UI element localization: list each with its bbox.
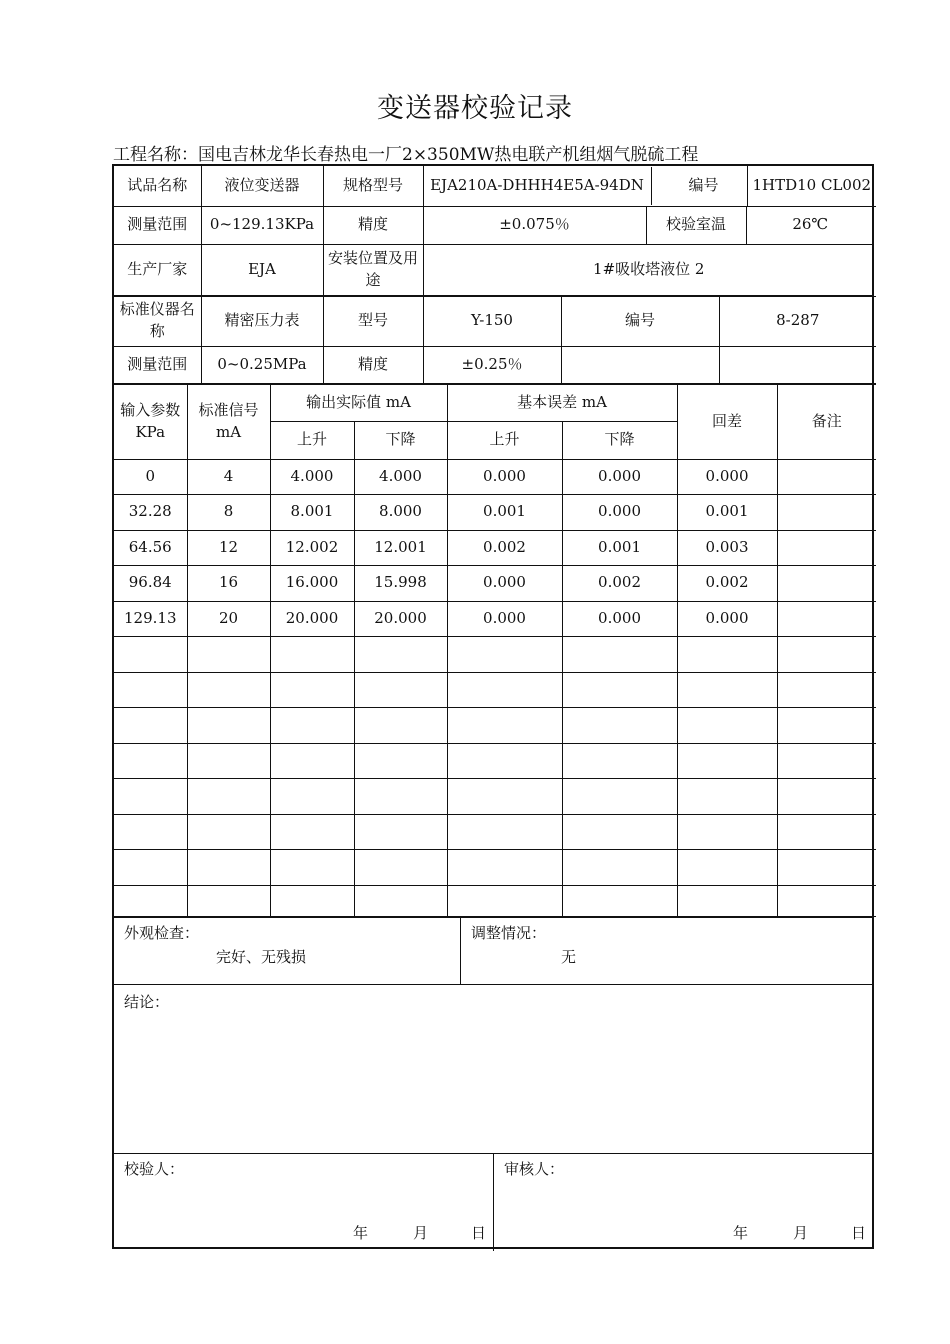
table-cell xyxy=(777,637,876,673)
room-temp-value: 26℃ xyxy=(746,206,874,244)
table-cell: 0 xyxy=(114,459,187,495)
table-cell: 0.001 xyxy=(677,495,777,531)
table-cell xyxy=(114,814,187,850)
table-cell xyxy=(270,779,354,815)
table-cell xyxy=(114,743,187,779)
adjustment-label: 调整情况： xyxy=(471,923,547,942)
table-row xyxy=(114,743,876,779)
col-header-input: 输入参数 KPa xyxy=(114,384,187,459)
appearance-label: 外观检查： xyxy=(124,923,200,942)
table-cell xyxy=(677,779,777,815)
table-cell: 16 xyxy=(187,566,270,602)
month-label: 月 xyxy=(793,1223,809,1242)
table-cell: 8.000 xyxy=(354,495,447,531)
day-label: 日 xyxy=(851,1223,867,1242)
maker-label: 生产厂家 xyxy=(114,244,201,295)
sub-header-up: 上升 xyxy=(270,421,354,459)
table-cell: 32.28 xyxy=(114,495,187,531)
table-cell xyxy=(562,850,677,886)
table-cell: 0.000 xyxy=(447,566,562,602)
location-value: 1#吸收塔液位 2 xyxy=(423,244,874,295)
year-label: 年 xyxy=(733,1223,749,1242)
table-cell: 12 xyxy=(187,530,270,566)
col-header-output: 输出实际值 mA xyxy=(270,384,447,421)
range-value: 0~129.13KPa xyxy=(201,206,323,244)
table-cell xyxy=(677,672,777,708)
table-cell xyxy=(777,672,876,708)
table-cell xyxy=(354,779,447,815)
std-instrument-label: 标准仪器名称 xyxy=(114,296,201,346)
accuracy-label: 精度 xyxy=(323,206,423,244)
table-cell: 16.000 xyxy=(270,566,354,602)
table-row xyxy=(114,566,876,602)
table-cell: 15.998 xyxy=(354,566,447,602)
adjustment-box xyxy=(461,918,874,984)
std-range-value: 0~0.25MPa xyxy=(201,346,323,383)
table-cell xyxy=(777,708,876,744)
col-header-error: 基本误差 mA xyxy=(447,384,677,421)
std-range-label: 测量范围 xyxy=(114,346,201,383)
table-cell xyxy=(354,672,447,708)
sub-header-down: 下降 xyxy=(354,421,447,459)
std-accuracy-value: ±0.25％ xyxy=(423,346,561,383)
table-row xyxy=(114,530,876,566)
table-cell xyxy=(187,637,270,673)
table-cell: 12.002 xyxy=(270,530,354,566)
table-cell xyxy=(187,779,270,815)
table-cell xyxy=(777,530,876,566)
spec-label: 规格型号 xyxy=(323,166,423,206)
table-cell: 8 xyxy=(187,495,270,531)
table-row xyxy=(114,637,876,673)
item-name-value: 液位变送器 xyxy=(201,166,323,206)
table-row xyxy=(114,814,876,850)
check-section xyxy=(114,917,872,984)
table-cell xyxy=(114,779,187,815)
sub-header-down: 下降 xyxy=(562,421,677,459)
maker-value: EJA xyxy=(201,244,323,295)
table-row xyxy=(114,885,876,916)
conclusion-section xyxy=(114,984,872,1153)
model-value: Y-150 xyxy=(423,296,561,346)
table-cell xyxy=(777,459,876,495)
table-cell xyxy=(777,495,876,531)
year-label: 年 xyxy=(353,1223,369,1242)
table-cell: 0.000 xyxy=(562,459,677,495)
table-cell xyxy=(777,601,876,637)
header-table-2 xyxy=(114,206,874,296)
table-cell: 20 xyxy=(187,601,270,637)
table-row xyxy=(114,459,876,495)
table-cell: 0.001 xyxy=(447,495,562,531)
inspector-label: 校验人： xyxy=(124,1159,185,1178)
header-table xyxy=(114,166,876,207)
empty-cell xyxy=(719,346,876,383)
table-cell: 0.003 xyxy=(677,530,777,566)
table-row xyxy=(114,779,876,815)
table-cell xyxy=(562,743,677,779)
col-header-hysteresis: 回差 xyxy=(677,384,777,459)
table-cell xyxy=(777,779,876,815)
sub-header-up: 上升 xyxy=(447,421,562,459)
table-cell xyxy=(187,850,270,886)
table-cell: 0.000 xyxy=(677,459,777,495)
table-cell xyxy=(562,779,677,815)
table-cell: 0.000 xyxy=(447,459,562,495)
table-cell xyxy=(447,779,562,815)
table-cell: 0.000 xyxy=(677,601,777,637)
reviewer-label: 审核人： xyxy=(504,1159,565,1178)
table-cell xyxy=(447,637,562,673)
table-cell xyxy=(270,637,354,673)
header-row-3 xyxy=(114,244,874,295)
serial-value: 1HTD10 CL002 xyxy=(747,166,876,206)
table-cell xyxy=(114,672,187,708)
table-cell xyxy=(447,743,562,779)
table-cell xyxy=(270,814,354,850)
table-cell xyxy=(270,885,354,916)
signature-section xyxy=(114,1153,872,1251)
spec-value: EJA210A-DHHH4E5A-94DN xyxy=(430,175,644,194)
day-label: 日 xyxy=(471,1223,487,1242)
table-cell: 8.001 xyxy=(270,495,354,531)
table-cell xyxy=(447,814,562,850)
table-cell xyxy=(187,885,270,916)
table-cell xyxy=(354,850,447,886)
table-cell xyxy=(447,708,562,744)
table-cell xyxy=(270,850,354,886)
table-cell xyxy=(187,672,270,708)
table-cell: 20.000 xyxy=(354,601,447,637)
record-sheet xyxy=(112,164,874,1249)
table-cell xyxy=(777,743,876,779)
table-cell xyxy=(114,850,187,886)
col-header-std-signal: 标准信号 mA xyxy=(187,384,270,459)
table-cell xyxy=(562,885,677,916)
table-cell xyxy=(777,566,876,602)
item-name-label: 试品名称 xyxy=(114,166,201,206)
table-cell xyxy=(677,850,777,886)
table-cell: 0.002 xyxy=(677,566,777,602)
table-cell xyxy=(354,708,447,744)
table-cell: 96.84 xyxy=(114,566,187,602)
accuracy-value: ±0.075％ xyxy=(423,206,646,244)
empty-cell xyxy=(561,346,719,383)
range-label: 测量范围 xyxy=(114,206,201,244)
std-instrument-value: 精密压力表 xyxy=(201,296,323,346)
table-cell: 4.000 xyxy=(270,459,354,495)
table-cell: 0.000 xyxy=(562,495,677,531)
table-cell: 0.002 xyxy=(447,530,562,566)
table-cell xyxy=(187,708,270,744)
table-cell xyxy=(777,814,876,850)
table-cell: 0.000 xyxy=(562,601,677,637)
table-cell xyxy=(677,885,777,916)
standard-table xyxy=(114,296,876,384)
room-temp-label: 校验室温 xyxy=(646,206,746,244)
table-cell xyxy=(270,708,354,744)
page-title: 变送器校验记录 xyxy=(377,93,573,124)
serial-label: 编号 xyxy=(651,167,747,205)
std-serial-label: 编号 xyxy=(561,296,719,346)
table-cell xyxy=(270,743,354,779)
table-cell xyxy=(562,708,677,744)
table-cell xyxy=(777,885,876,916)
table-cell xyxy=(447,850,562,886)
table-cell xyxy=(114,637,187,673)
table-cell xyxy=(114,708,187,744)
inspector-box xyxy=(114,1154,494,1251)
adjustment-value: 无 xyxy=(561,947,577,966)
table-cell xyxy=(447,672,562,708)
appearance-box xyxy=(114,918,461,984)
month-label: 月 xyxy=(413,1223,429,1242)
header-row-2 xyxy=(114,206,874,244)
table-cell xyxy=(777,850,876,886)
table-cell xyxy=(677,637,777,673)
table-cell xyxy=(677,708,777,744)
table-row xyxy=(114,672,876,708)
header-row-4 xyxy=(114,296,876,346)
header-row-1 xyxy=(114,166,876,206)
std-serial-value: 8-287 xyxy=(719,296,876,346)
table-cell xyxy=(354,637,447,673)
table-cell: 129.13 xyxy=(114,601,187,637)
table-cell xyxy=(447,885,562,916)
table-cell xyxy=(562,672,677,708)
project-name: 工程名称：国电吉林龙华长春热电一厂2×350MW热电联产机组烟气脱硫工程 xyxy=(113,145,699,165)
reviewer-date xyxy=(733,1222,866,1243)
appearance-value: 完好、无残损 xyxy=(216,947,307,966)
table-cell xyxy=(677,743,777,779)
table-cell xyxy=(270,672,354,708)
table-cell: 0.000 xyxy=(447,601,562,637)
table-row xyxy=(114,708,876,744)
table-cell xyxy=(354,743,447,779)
header-row-5 xyxy=(114,346,876,383)
table-cell: 0.001 xyxy=(562,530,677,566)
table-row xyxy=(114,495,876,531)
std-accuracy-label: 精度 xyxy=(323,346,423,383)
table-cell xyxy=(562,637,677,673)
table-cell xyxy=(562,814,677,850)
table-row xyxy=(114,850,876,886)
location-label: 安装位置及用途 xyxy=(323,244,423,295)
calibration-table xyxy=(114,384,876,917)
table-cell xyxy=(354,814,447,850)
col-header-note: 备注 xyxy=(777,384,876,459)
table-row xyxy=(114,601,876,637)
table-cell: 4.000 xyxy=(354,459,447,495)
table-cell: 12.001 xyxy=(354,530,447,566)
reviewer-box xyxy=(494,1154,874,1251)
table-cell xyxy=(354,885,447,916)
table-cell: 0.002 xyxy=(562,566,677,602)
table-cell: 64.56 xyxy=(114,530,187,566)
conclusion-label: 结论： xyxy=(124,992,170,1011)
table-cell xyxy=(187,814,270,850)
table-cell xyxy=(187,743,270,779)
table-cell xyxy=(677,814,777,850)
table-cell: 4 xyxy=(187,459,270,495)
table-cell: 20.000 xyxy=(270,601,354,637)
table-cell xyxy=(114,885,187,916)
inspector-date xyxy=(353,1222,486,1243)
model-label: 型号 xyxy=(323,296,423,346)
